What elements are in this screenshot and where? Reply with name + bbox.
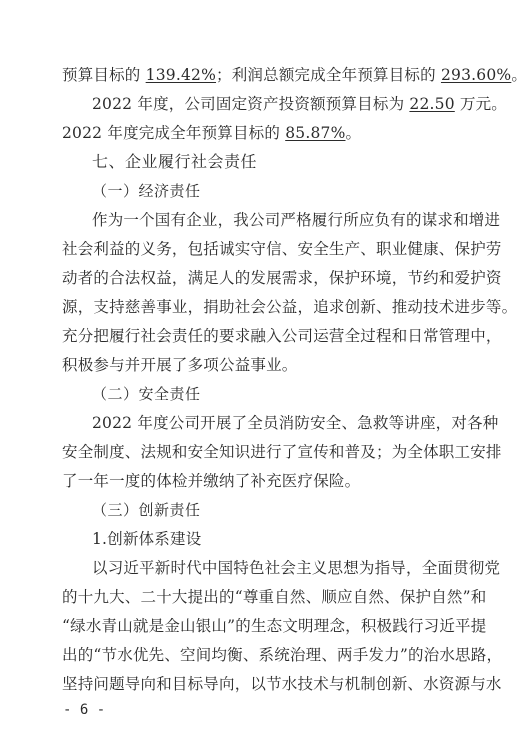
paragraph-line: 充分把履行社会责任的要求融入公司运营全过程和日常管理中， (62, 327, 502, 345)
paragraph-line: 动者的合法权益，满足人的发展需求，保护环境，节约和爱护资 (62, 269, 502, 287)
text-segment: 2022 年度完成全年预算目标的 (62, 124, 286, 142)
underlined-value: 85.87% (285, 124, 346, 142)
subsection-heading-economic: （一）经济责任 (92, 182, 201, 200)
investment-line (92, 93, 507, 115)
underlined-value: 139.42% (145, 66, 217, 84)
subsection-heading-safety: （二）安全责任 (92, 385, 201, 403)
text-segment: 2022 年度，公司固定资产投资额预算目标为 (92, 95, 410, 113)
text-segment: ；利润总额完成全年预算目标的 (216, 66, 441, 84)
subsection-heading-innovation: （三）创新责任 (92, 501, 201, 519)
section-heading: 七、企业履行社会责任 (92, 152, 258, 171)
paragraph-line: 积极参与并开展了多项公益事业。 (62, 356, 298, 374)
budget-line-1 (62, 64, 527, 86)
paragraph-line: 坚持问题导向和目标导向，以节水技术与机制创新、水资源与水 (62, 675, 502, 693)
underlined-value: 293.60% (440, 66, 512, 84)
text-segment: 万元。 (454, 95, 508, 113)
page-number: - 6 - (63, 702, 106, 718)
paragraph-line: 作为一个国有企业，我公司严格履行所应负有的谋求和增进 (92, 211, 501, 229)
paragraph-line: 出的“节水优先、空间均衡、系统治理、两手发力”的治水思路， (62, 646, 503, 664)
text-segment: 。 (345, 124, 362, 142)
sub-item-heading: 1.创新体系建设 (92, 530, 202, 548)
paragraph-line: 社会利益的义务，包括诚实守信、安全生产、职业健康、保护劳 (62, 240, 502, 258)
paragraph-line: 安全制度、法规和安全知识进行了宣传和普及；为全体职工安排 (62, 443, 502, 461)
paragraph-line: “绿水青山就是金山银山”的生态文明理念，积极践行习近平提 (62, 617, 487, 635)
completion-line (62, 122, 361, 144)
paragraph-line: 以习近平新时代中国特色社会主义思想为指导，全面贯彻党 (92, 559, 501, 577)
underlined-value: 22.50 (409, 95, 455, 113)
paragraph-line: 2022 年度公司开展了全员消防安全、急救等讲座，对各种 (92, 414, 499, 432)
paragraph-line: 了一年一度的体检并缴纳了补充医疗保险。 (62, 472, 361, 490)
paragraph-line: 的十九大、二十大提出的“尊重自然、顺应自然、保护自然”和 (62, 588, 487, 606)
text-segment: 预算目标的 (62, 66, 146, 84)
paragraph-line: 源，支持慈善事业，捐助社会公益，追求创新、推动技术进步等。 (62, 298, 518, 316)
text-segment: 。 (511, 66, 528, 84)
